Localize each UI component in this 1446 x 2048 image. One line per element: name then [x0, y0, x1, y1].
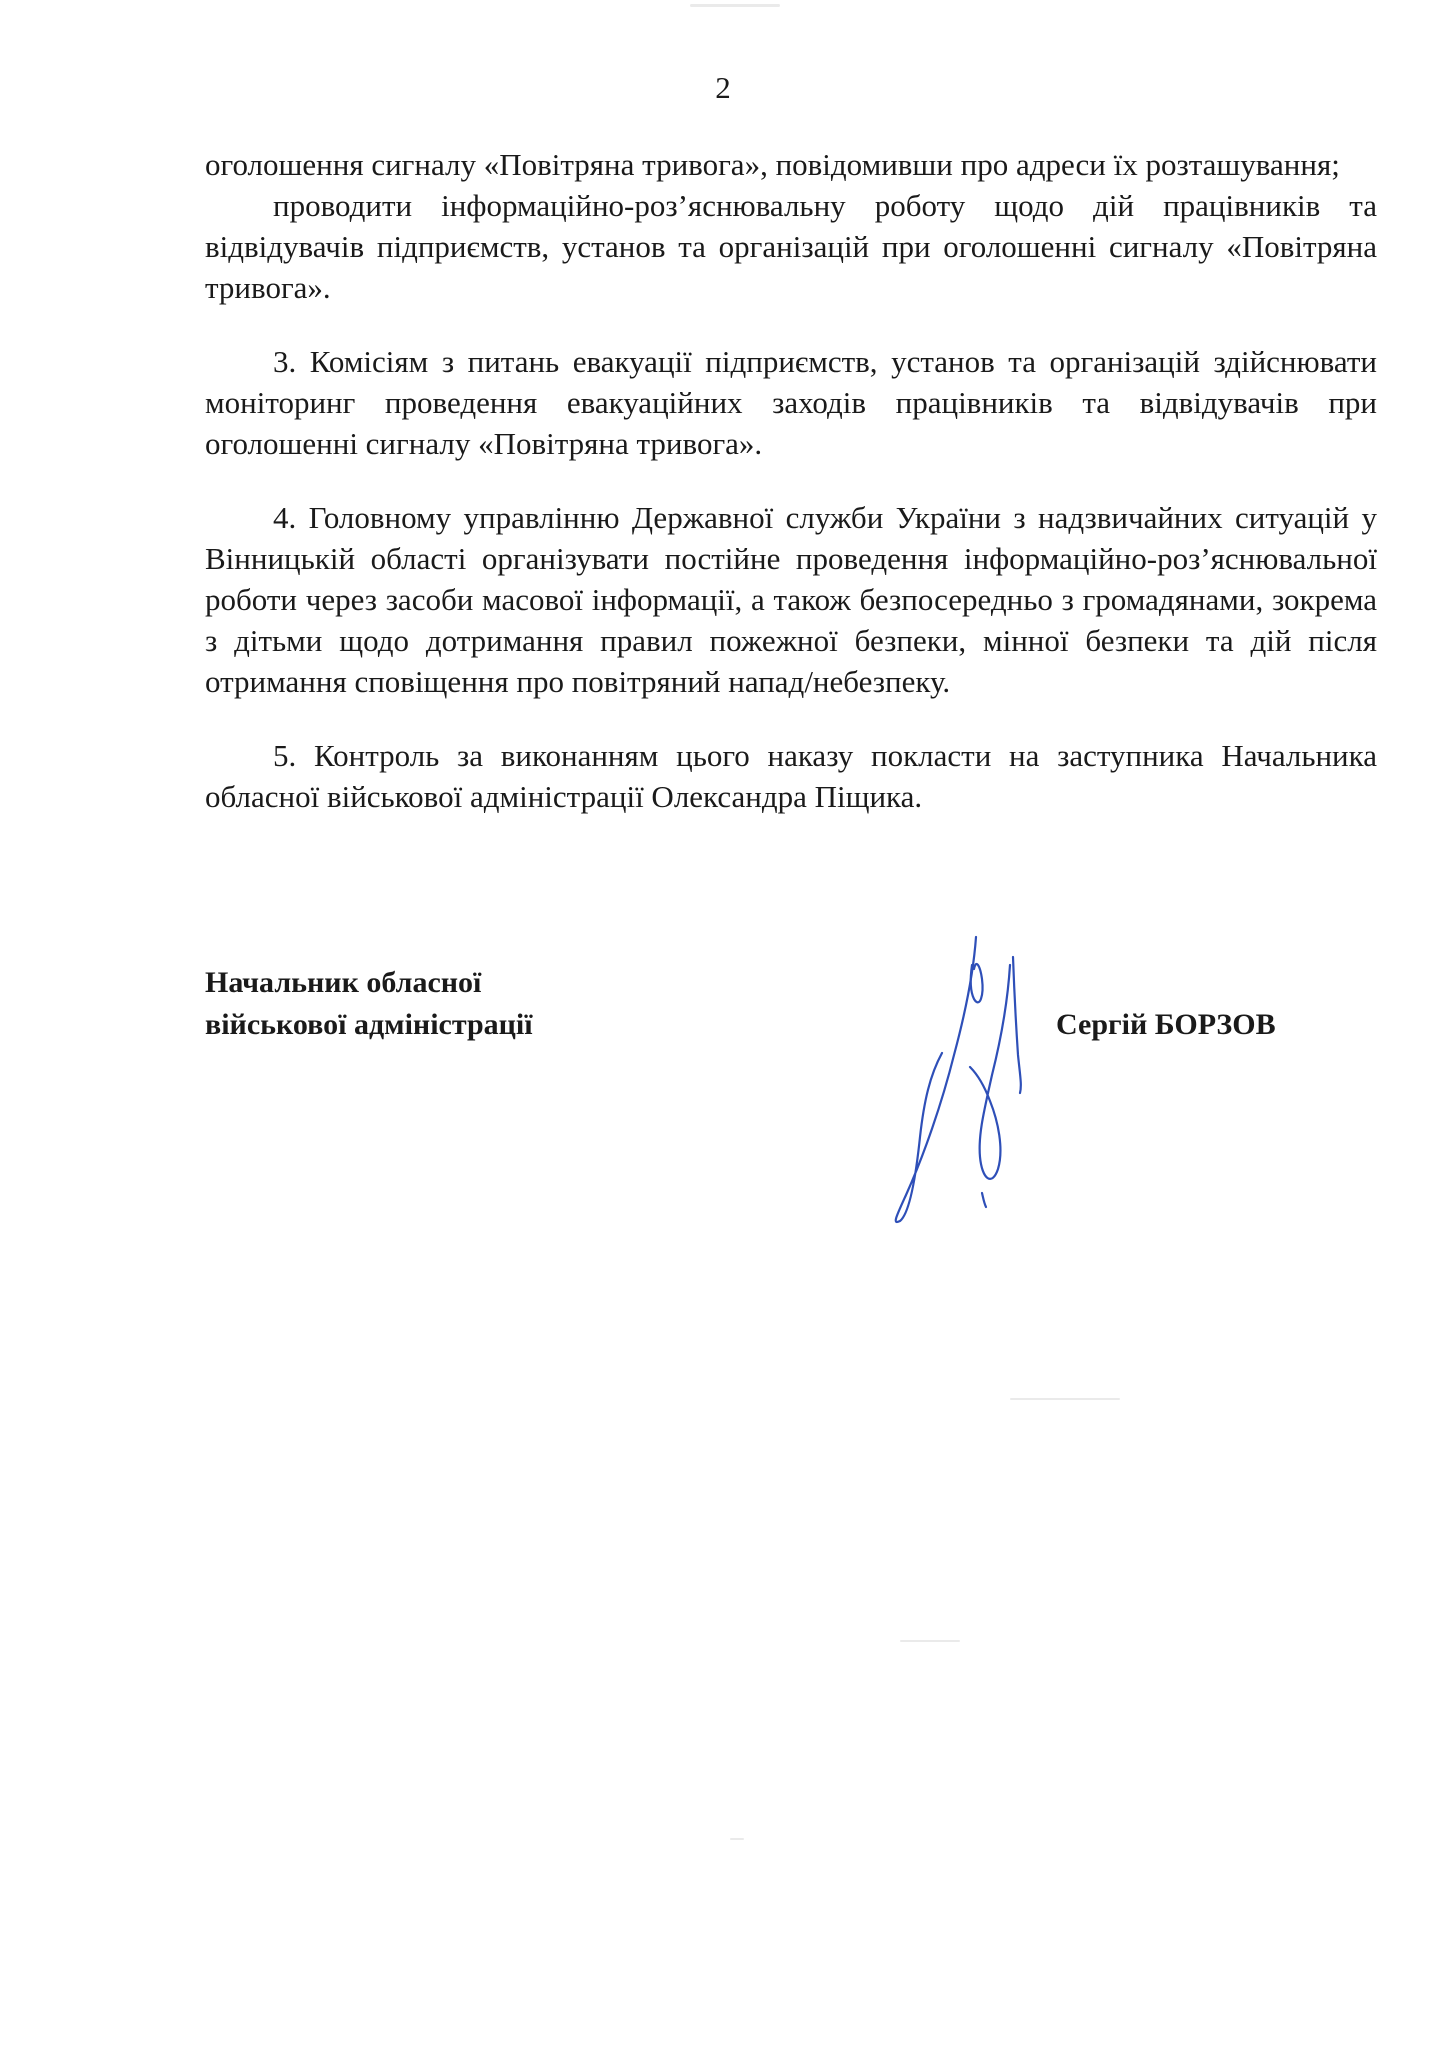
paragraph-item-4: 4. Головному управлінню Державної служби України з надзвичайних ситуацій у Вінницькій області організувати постійне проведення інформаційно-роз’яснювальної роботи через засоби масової інформації, а також безпосередньо з громадянами, зокрема з дітьми щодо дотримання правил пожежної безпеки, мінної безпеки та дій після отримання сповіщення про повітряний напад/небезпеку. [205, 500, 1377, 699]
document-body [205, 144, 1377, 817]
scan-artifact [900, 1640, 960, 1642]
page-number: 2 [715, 70, 731, 105]
signatory-title [205, 962, 533, 1046]
signature-stroke-1 [896, 937, 976, 1222]
signatory-title-line-2: військової адміністрації [205, 1008, 533, 1041]
scan-artifact [730, 1838, 744, 1840]
paragraph-item-5: 5. Контроль за виконанням цього наказу покласти на заступника Начальника обласної військової адміністрації Олександра Піщика. [205, 738, 1377, 814]
signature-stroke-4 [1013, 957, 1021, 1093]
scan-artifact [690, 4, 780, 7]
scan-artifact [1010, 1398, 1120, 1400]
signature-stroke-2 [971, 964, 983, 1002]
paragraph-continuation: оголошення сигналу «Повітряна тривога», повідомивши про адреси їх розташування; [205, 147, 1340, 182]
handwritten-signature [870, 925, 1070, 1245]
signature-stroke-3 [970, 965, 1010, 1179]
signatory-title-line-1: Начальник обласної [205, 966, 482, 999]
paragraph-outreach: проводити інформаційно-роз’яснювальну роботу щодо дій працівників та відвідувачів підприємств, установ та організацій при оголошенні сигналу «Повітряна тривога». [205, 188, 1377, 305]
signature-stroke-5 [982, 1193, 986, 1207]
paragraph-item-3: 3. Комісіям з питань евакуації підприємств, установ та організацій здійснювати моніторинг проведення евакуаційних заходів працівників та відвідувачів при оголошенні сигналу «Повітряна тривога». [205, 344, 1377, 461]
signatory-name: Сергій БОРЗОВ [1056, 1008, 1276, 1041]
